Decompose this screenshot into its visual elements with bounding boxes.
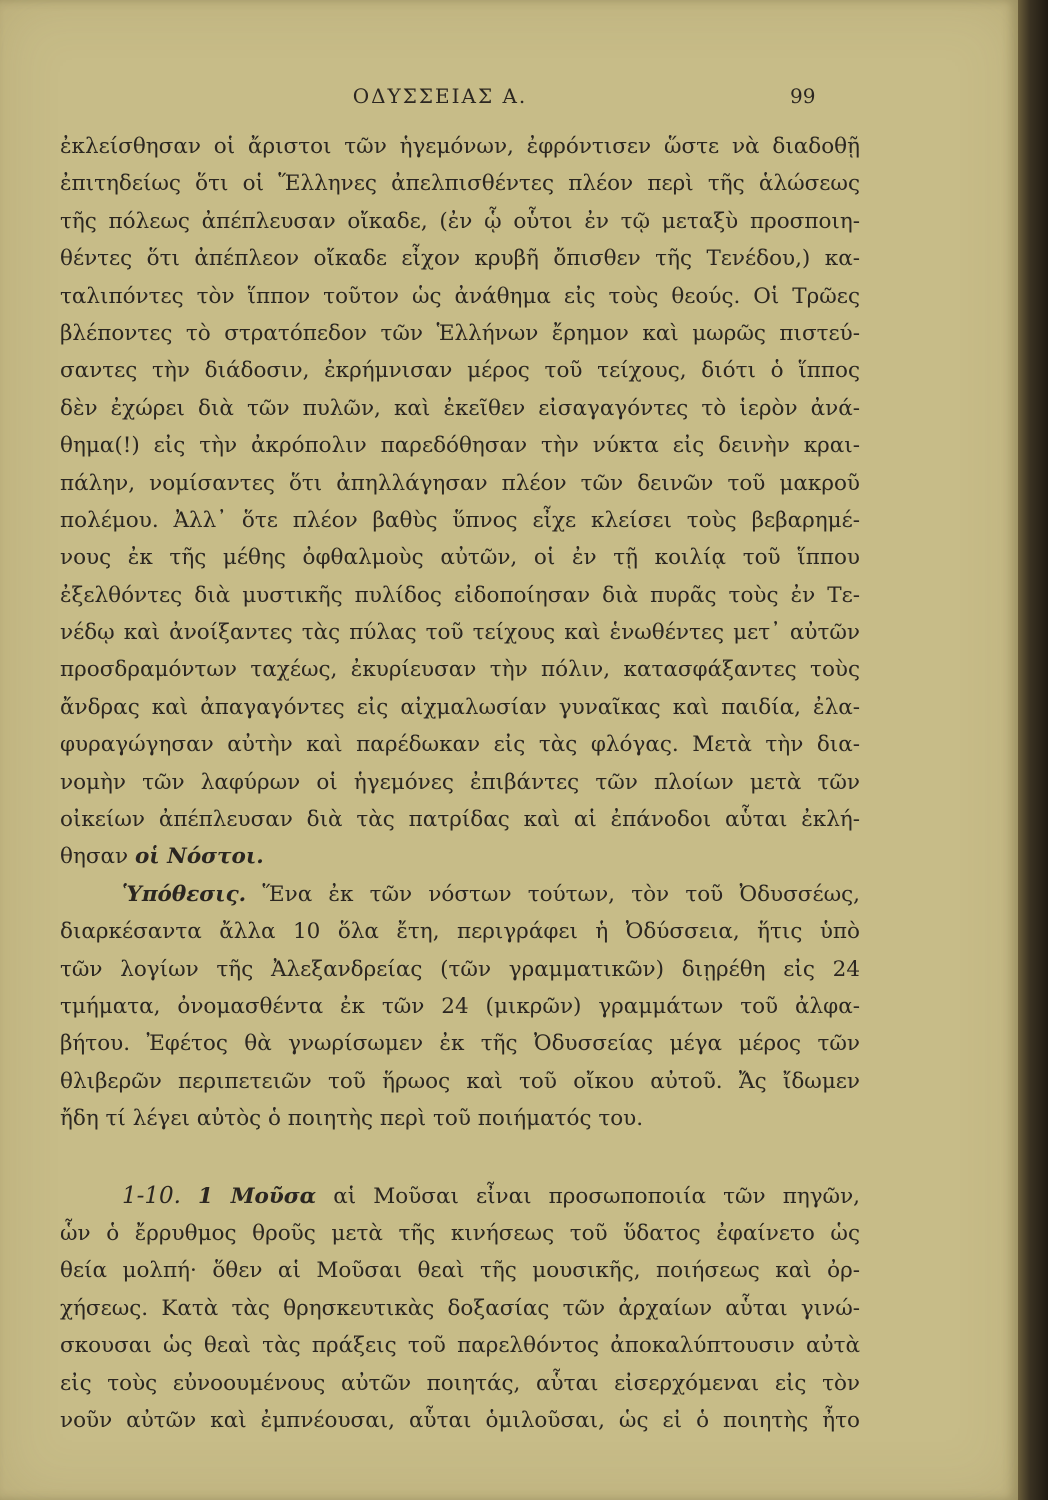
text-line: χήσεως. Κατὰ τὰς θρησκευτικὰς δοξασίας τῶν ἀρχαίων αὗται γινώ- <box>60 1295 860 1321</box>
line-prefix: θησαν <box>60 844 135 870</box>
line-rest: Ἕνα ἐκ τῶν νόστων τούτων, τὸν τοῦ Ὀδυσσέως, <box>262 881 860 907</box>
text-line: εἰς τοὺς εὐνοουμένους αὐτῶν ποιητάς, αὗται εἰσερχόμεναι εἰς τὸν <box>60 1370 860 1396</box>
text-line: νοῦν αὐτῶν καὶ ἐμπνέουσαι, αὗται ὁμιλοῦσαι, ὡς εἰ ὁ ποιητὴς ἦτο <box>60 1407 860 1433</box>
text-line: ταλιπόντες τὸν ἵππον τοῦτον ὡς ἀνάθημα εἰς τοὺς θεούς. Οἱ Τρῶες <box>60 283 860 309</box>
text-line <box>60 1178 860 1215</box>
text-line: τμήματα, ὀνομασθέντα ἐκ τῶν 24 (μικρῶν) γραμμάτων τοῦ ἀλφα- <box>60 993 860 1019</box>
text-line: φυραγώγησαν αὐτὴν καὶ παρέδωκαν εἰς τὰς φλόγας. Μετὰ τὴν δια- <box>60 732 860 758</box>
text-line: πολέμου. Ἀλλ᾽ ὅτε πλέον βαθὺς ὕπνος εἶχε κλείσει τοὺς βεβαρημέ- <box>60 507 860 533</box>
section-label: Ὑπόθεσις. <box>122 881 247 907</box>
text-line: θέντες ὅτι ἀπέπλεον οἴκαδε εἶχον κρυβῆ ὄπισθεν τῆς Τενέδου,) κα- <box>60 246 860 272</box>
line-rest: αἱ Μοῦσαι εἶναι προσωποποιία τῶν πηγῶν, <box>333 1183 860 1209</box>
text-line <box>60 838 860 875</box>
text-line: σαντες τὴν διάδοσιν, ἐκρήμνισαν μέρος τοῦ τείχους, διότι ὁ ἵππος <box>60 358 860 384</box>
text-line <box>60 876 860 913</box>
text-line: προσδραμόντων ταχέως, ἐκυρίευσαν τὴν πόλιν, κατασφάξαντες τοὺς <box>60 657 860 683</box>
text-line: βλέποντες τὸ στρατόπεδον τῶν Ἑλλήνων ἔρημον καὶ μωρῶς πιστεύ- <box>60 320 860 346</box>
paragraph-history <box>60 128 860 876</box>
page-header <box>0 84 1018 114</box>
text-line: ἤδη τί λέγει αὐτὸς ὁ ποιητὴς περὶ τοῦ ποιήματός του. <box>60 1106 644 1132</box>
text-line: διαρκέσαντα ἄλλα 10 ὅλα ἔτη, περιγράφει ἡ Ὀδύσσεια, ἥτις ὑπὸ <box>60 919 860 945</box>
lemma: 1 Μοῦσα <box>198 1183 317 1209</box>
text-line: βήτου. Ἐφέτος θὰ γνωρίσωμεν ἐκ τῆς Ὀδυσσείας μέγα μέρος τῶν <box>60 1031 860 1057</box>
text-line: ἐκλείσθησαν οἱ ἄριστοι τῶν ἡγεμόνων, ἐφρόντισεν ὥστε νὰ διαδοθῇ <box>60 134 860 159</box>
text-line: νέδῳ καὶ ἀνοίξαντες τὰς πύλας τοῦ τείχους καὶ ἑνωθέντες μετ᾽ αὐτῶν <box>60 620 860 646</box>
running-title: ΟΔΥΣΣΕΙΑΣ Α. <box>352 84 528 108</box>
page-number: 99 <box>790 84 816 108</box>
text-line: ὧν ὁ ἔρρυθμος θροῦς μετὰ τῆς κινήσεως τοῦ ὕδατος ἐφαίνετο ὡς <box>60 1220 860 1246</box>
text-line: ἐπιτηδείως ὅτι οἱ Ἕλληνες ἀπελπισθέντες πλέον περὶ τῆς ἁλώσεως <box>60 171 860 197</box>
text-line: θημα(!) εἰς τὴν ἀκρόπολιν παρεδόθησαν τὴν νύκτα εἰς δεινὴν κραι- <box>60 433 860 459</box>
paragraph-hypothesis <box>60 876 860 1138</box>
text-line: οἰκείων ἀπέπλευσαν διὰ τὰς πατρίδας καὶ αἱ ἐπάνοδοι αὗται ἐκλή- <box>60 807 860 833</box>
commentary <box>60 1178 860 1440</box>
text-line: θλιβερῶν περιπετειῶν τοῦ ἥρωος καὶ τοῦ οἴκου αὐτοῦ. Ἄς ἴδωμεν <box>60 1068 860 1094</box>
text-line: νομὴν τῶν λαφύρων οἱ ἡγεμόνες ἐπιβάντες τῶν πλοίων μετὰ τῶν <box>60 769 860 795</box>
text-line: τῶν λογίων τῆς Ἀλεξανδρείας (τῶν γραμματικῶν) διῃρέθη εἰς 24 <box>60 956 860 982</box>
text-line: σκουσαι ὡς θεαὶ τὰς πράξεις τοῦ παρελθόντος ἀποκαλύπτουσιν αὐτὰ <box>60 1333 860 1359</box>
text-line: ἄνδρας καὶ ἀπαγαγόντες εἰς αἰχμαλωσίαν γυναῖκας καὶ παιδία, ἐλα- <box>60 694 860 720</box>
text-line: πάλην, νομίσαντες ὅτι ἀπηλλάγησαν πλέον τῶν δεινῶν τοῦ μακροῦ <box>60 470 860 496</box>
line-reference: 1-10. <box>122 1182 181 1209</box>
text-line: ἐξελθόντες διὰ μυστικῆς πυλίδος εἰδοποίησαν διὰ πυρᾶς τοὺς ἐν Τε- <box>60 582 860 608</box>
body-text <box>60 128 860 1439</box>
spacer <box>60 1138 860 1178</box>
page-edge-shadow <box>1018 0 1048 1500</box>
term-nostoi: οἱ Νόστοι. <box>134 844 264 870</box>
text-line: νους ἐκ τῆς μέθης ὀφθαλμοὺς αὐτῶν, οἱ ἐν τῇ κοιλίᾳ τοῦ ἵππου <box>60 545 860 571</box>
text-line: θεία μολπή· ὅθεν αἱ Μοῦσαι θεαὶ τῆς μουσικῆς, ποιήσεως καὶ ὀρ- <box>60 1258 860 1284</box>
text-line: δὲν ἐχώρει διὰ τῶν πυλῶν, καὶ ἐκεῖθεν εἰσαγαγόντες τὸ ἱερὸν ἀνά- <box>60 395 860 421</box>
text-line: τῆς πόλεως ἀπέπλευσαν οἴκαδε, (ἐν ᾧ οὗτοι ἐν τῷ μεταξὺ προσποιη- <box>60 208 860 234</box>
